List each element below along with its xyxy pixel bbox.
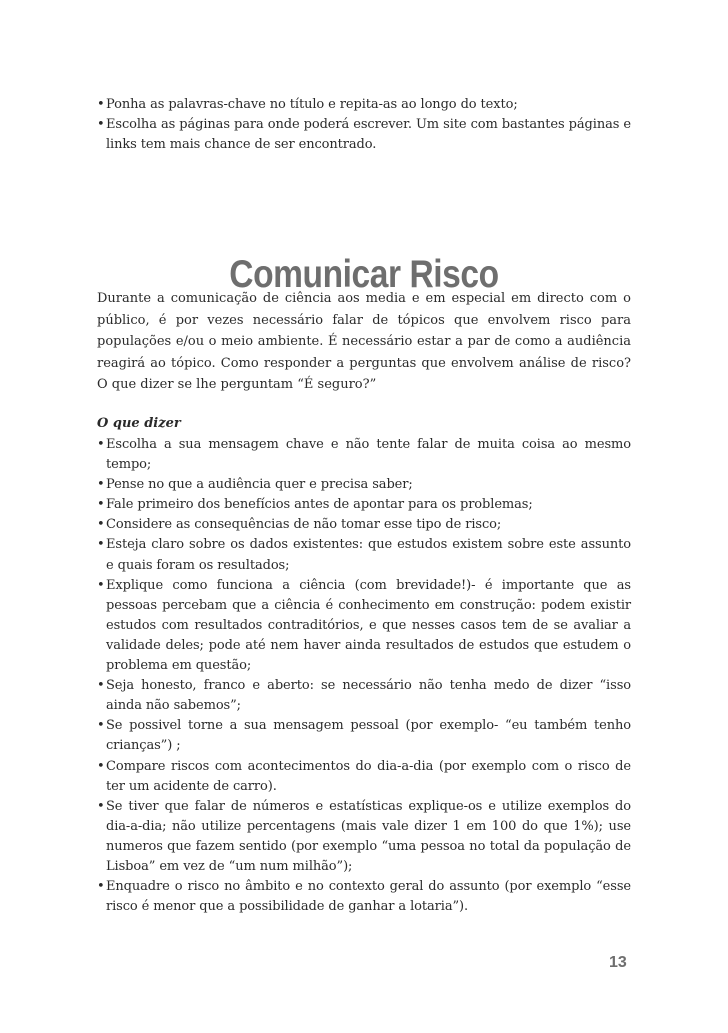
intro-paragraph: Durante a comunicação de ciência aos media e em especial em directo com o público, é por vezes necessário falar de tópicos que envolvem risco para populações e/ou o meio ambiente. É necessário estar a par de como a audiência reagirá ao tópico. Como responder a perguntas que envolvem análise de risco? O que dizer se lhe perguntam “É seguro?” — [97, 291, 631, 392]
list-item: • Escolha a sua mensagem chave e não tente falar de muita coisa ao mesmo tempo; — [97, 435, 631, 475]
section-title: Comunicar Risco — [229, 253, 499, 297]
list-item: • Explique como funciona a ciência (com brevidade!)- é importante que as pessoas percebam que a ciência é conhecimento em construção: podem existir estudos com resultados contraditórios, e que nesses casos tem de se avaliar a validade deles; pode até nem haver ainda resultados de estudos que estudem o problema em questão; — [97, 576, 631, 676]
list-item: • Considere as consequências de não tomar esse tipo de risco; — [97, 515, 631, 535]
list-item: • Escolha as páginas para onde poderá escrever. Um site com bastantes páginas e links tem mais chance de ser encontrado. — [97, 115, 631, 155]
top-bullet-list — [97, 95, 631, 155]
list-item: • Ponha as palavras-chave no título e repita-as ao longo do texto; — [97, 95, 631, 115]
list-item: • Se possivel torne a sua mensagem pessoal (por exemplo- “eu também tenho crianças”) ; — [97, 716, 631, 756]
list-item: • Fale primeiro dos benefícios antes de apontar para os problemas; — [97, 495, 631, 515]
list-item: • Seja honesto, franco e aberto: se necessário não tenha medo de dizer “isso ainda não sabemos”; — [97, 676, 631, 716]
subheading: O que dizer — [97, 416, 181, 431]
list-item: • Esteja claro sobre os dados existentes: que estudos existem sobre este assunto e quais foram os resultados; — [97, 535, 631, 575]
list-item: • Enquadre o risco no âmbito e no contexto geral do assunto (por exemplo “esse risco é menor que a possibilidade de ganhar a lotaria”). — [97, 877, 631, 917]
page-number: 13 — [609, 954, 627, 971]
list-item: • Pense no que a audiência quer e precisa saber; — [97, 475, 631, 495]
list-item: • Compare riscos com acontecimentos do dia-a-dia (por exemplo com o risco de ter um acidente de carro). — [97, 757, 631, 797]
main-bullet-list — [97, 435, 631, 917]
list-item: • Se tiver que falar de números e estatísticas explique-os e utilize exemplos do dia-a-dia; não utilize percentagens (mais vale dizer 1 em 100 do que 1%); use numeros que fazem sentido (por exemplo “uma pessoa no total da população de Lisboa” em vez de “um num milhão”); — [97, 797, 631, 877]
